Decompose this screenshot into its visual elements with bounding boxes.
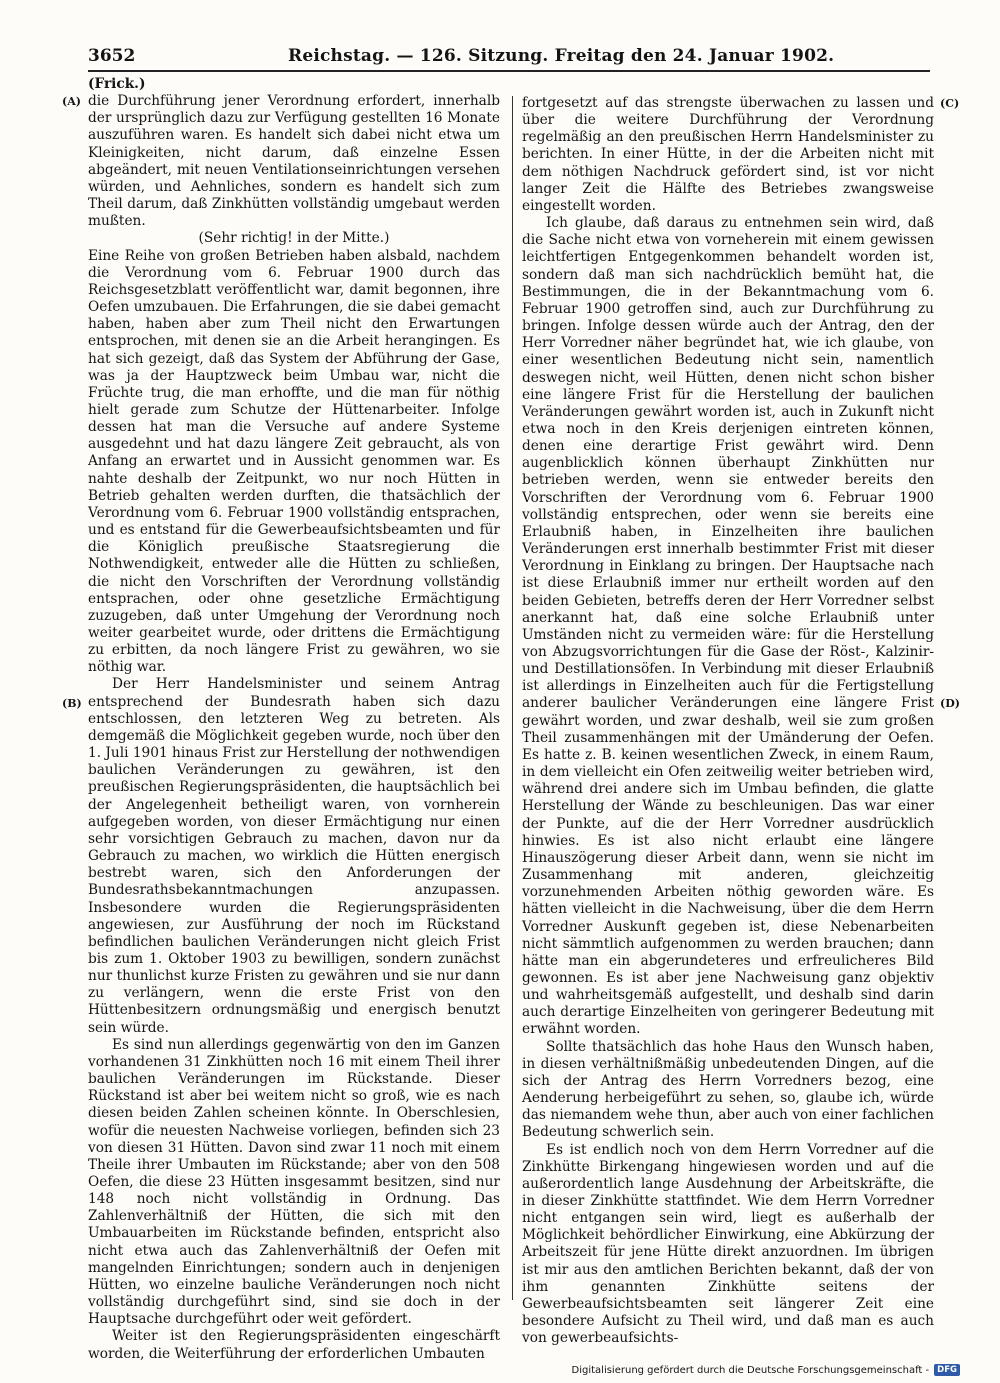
speaker-name: (Frick.): [88, 76, 146, 92]
paragraph: Es sind nun allerdings gegenwärtig von den im Ganzen vorhandenen 31 Zinkhütten noch 16 mit einem Theil ihrer baulichen Veränderungen im Rückstande. Dieser Rückstand ist aber bei weitem nicht so groß, wie es nach diesen beiden Zahlen scheinen könnte. In Oberschlesien, wofür die neuesten Nachweise vorliegen, befinden sich 23 von diesen 31 Hütten. Davon sind zwar 11 noch mit einem Theile ihrer Umbauten im Rückstande; aber von den 508 Oefen, die diese 23 Hütten insgesammt besitzen, sind nur 148 noch nicht vollständig in Ordnung. Das Zahlenverhältniß der Hütten, die sich mit den Umbauarbeiten im Rückstande befinden, entspricht also nicht etwa auch das Zahlenverhältniß der Oefen mit mangelnden Einrichtungen; sondern auch in denjenigen Hütten, wo einzelne bauliche Veränderungen noch nicht vollständig durchgeführt sind, sind sie doch in der Hauptsache durchgeführt oder weit gefördert.: [88, 1036, 500, 1328]
margin-mark-a: (A): [62, 95, 81, 108]
header-rule: [88, 70, 930, 72]
paragraph: Ich glaube, daß daraus zu entnehmen sein wird, daß die Sache nicht etwa von vorneherein mit einem gewissen leichtfertigen Entgegenkommen behandelt worden ist, sondern daß man sich nachdrücklich bemüht hat, die Bestimmungen, die in der Bekanntmachung vom 6. Februar 1900 getroffen sind, auch zur Durchführung zu bringen. Infolge dessen würde auch der Antrag, den der Herr Vorredner näher begründet hat, wie ich glaube, von einer wesentlichen Bedeutung nicht sein, namentlich deswegen nicht, weil Hütten, denen nicht schon bisher eine längere Frist für die Herstellung der baulichen Veränderungen gewährt worden ist, auch in Zukunft nicht etwa noch in den Kreis derjenigen eintreten können, denen eine derartige Frist gewährt wird. Denn augenblicklich können überhaupt Zinkhütten nur betrieben werden, wenn sie entweder bereits den Vorschriften der Verordnung vom 6. Februar 1900 vollständig entsprechen, oder wenn sie bereits eine Erlaubniß haben, in Einzelheiten ihre baulichen Veränderungen erst innerhalb bestimmter Frist mit dieser Verordnung in Einklang zu bringen. Der Hauptsache nach ist diese Erlaubniß immer nur ertheilt worden auf den beiden Gebieten, betreffs deren der Herr Vorredner selbst anerkannt hat, daß eine solche Erlaubniß unter Umständen nicht zu vermeiden wäre: für die Herstellung von Abzugsvorrichtungen für die Gase der Röst-, Kalzinir- und Destillationsöfen. In Verbindung mit dieser Erlaubniß ist allerdings in Einzelheiten auch für die Fertigstellung anderer baulicher Veränderungen eine längere Frist gewährt worden, und zwar deshalb, weil sie zum großen Theil zusammenhängen mit der Umänderung der Oefen. Es hatte z. B. keinen wesentlichen Zweck, in einem Raum, in dem vielleicht ein Ofen zeitweilig weiter betrieben wird, während drei andere sich im Umbau befinden, die glatte Herstellung der Wände zu beschleunigen. Das war einer der Punkte, auf die der Herr Vorredner ausdrücklich hinwies. Es ist also nicht erlaubt eine längere Hinauszögerung dieser Arbeit dann, wenn sie nicht im Zusammenhang mit anderen, gleichzeitig vorzunehmenden Arbeiten nöthig geworden wäre. Es hätten vielleicht in die Nachweisung, über die dem Herrn Vorredner Auskunft gegeben ist, diese Nebenarbeiten nicht sämmtlich aufgenommen zu werden brauchen; dann hätte man ein abgerundeteres und erfreulicheres Bild gewonnen. Es ist aber jene Nachweisung ganz objektiv und wahrheitsgemäß aufgestellt, und deshalb sind darin auch derartige Einzelheiten von geringerer Bedeutung mit erwähnt worden.: [522, 215, 934, 1038]
interjection: (Sehr richtig! in der Mitte.): [198, 230, 390, 247]
running-title: Reichstag. — 126. Sitzung. Freitag den 24. Januar 1902.: [288, 46, 835, 66]
margin-mark-b: (B): [62, 697, 82, 710]
right-column: [522, 95, 934, 1347]
page-number: 3652: [88, 46, 136, 66]
paragraph: Sollte thatsächlich das hohe Haus den Wunsch haben, in diesen verhältnißmäßig unbedeutenden Dingen, auf die sich der Antrag des Herrn Vorredners bezog, eine Aenderung herbeigeführt zu sehen, so, glaube ich, würde das niemandem wehe thun, aber auch von einer fachlichen Bedeutung schwerlich sein.: [522, 1038, 934, 1141]
digitization-footer: [572, 1364, 960, 1376]
margin-mark-c: (C): [940, 97, 960, 110]
paragraph: die Durchführung jener Verordnung erfordert, innerhalb der ursprünglich dazu zur Verfügung gestellten 16 Monate auszuführen waren. Es handelt sich dabei nicht etwa um Kleinigkeiten, nicht darum, daß einzelne Essen abgeändert, mit neuen Ventilationseinrichtungen versehen würden, und Aehnliches, sondern es handelt sich zum Theil darum, daß Zinkhütten vollständig umgebaut werden mußten.: [88, 93, 500, 230]
paragraph: Weiter ist den Regierungspräsidenten eingeschärft worden, die Weiterführung der erforderlichen Umbauten: [88, 1328, 500, 1362]
paragraph: Eine Reihe von großen Betrieben haben alsbald, nachdem die Verordnung vom 6. Februar 1900 durch das Reichsgesetzblatt veröffentlicht war, damit begonnen, ihre Oefen umzubauen. Die Erfahrungen, die sie dabei gemacht haben, haben aber zum Theil nicht den Erwartungen entsprochen, mit denen sie an die Arbeit herangingen. Es hat sich gezeigt, daß das System der Abführung der Gase, was ja der Hauptzweck beim Umbau war, nicht die Früchte trug, die man erhoffte, und die man für nöthig hielt gerade zum Schutze der Hüttenarbeiter. Infolge dessen hat man die Versuche auf andere Systeme ausgedehnt und hat dazu längere Zeit gebraucht, als von Anfang an erwartet und in Aussicht genommen war. Es nahte deshalb der Zeitpunkt, wo nur noch Hütten in Betrieb gehalten werden durften, die thatsächlich der Verordnung vom 6. Februar 1900 vollständig entsprachen, und es entstand für die Gewerbeaufsichtsbeamten und für die Königlich preußische Staatsregierung die Nothwendigkeit, entweder alle die Hütten zu schließen, die nicht den Vorschriften der Verordnung vollständig entsprachen, oder ohne gesetzliche Ermächtigung zuzugeben, daß unter Umgehung der Verordnung noch weiter gearbeitet wurde, oder drittens die Ermächtigung zu erbitten, da noch längere Frist zu gewähren, wo sie nöthig war.: [88, 247, 500, 676]
paragraph: Der Herr Handelsminister und seinem Antrag entsprechend der Bundesrath haben sich dazu entschlossen, den letzteren Weg zu betreten. Als demgemäß die Möglichkeit gegeben wurde, noch über den 1. Juli 1901 hinaus Frist zur Herstellung der nothwendigen baulichen Veränderungen zu gewähren, ist den preußischen Regierungspräsidenten, die hauptsächlich bei der Angelegenheit betheiligt waren, von vornherein aufgegeben worden, von dieser Ermächtigung nur einen sehr vorsichtigen Gebrauch zu machen, davon nur da Gebrauch zu machen, wo wirklich die Hütten energisch bestrebt waren, sich den Anforderungen der Bundesrathsbekanntmachungen anzupassen. Insbesondere wurden die Regierungspräsidenten angewiesen, zur Ausführung der noch im Rückstand befindlichen baulichen Veränderungen nicht gleich Frist bis zum 1. Oktober 1903 zu bewilligen, sondern zunächst nur thunlichst kurze Fristen zu gewähren und sie nur dann zu verlängern, wenn die erste Frist von den Hüttenbesitzern ordnungsmäßig und energisch benutzt sein würde.: [88, 676, 500, 1036]
margin-mark-d: (D): [940, 697, 960, 710]
column-divider: [512, 96, 513, 1300]
dfg-logo: DFG: [934, 1364, 960, 1376]
footer-text: Digitalisierung gefördert durch die Deutsche Forschungsgemeinschaft -: [571, 1364, 930, 1376]
page-header: [88, 46, 928, 68]
paragraph: Es ist endlich noch von dem Herrn Vorredner auf die Zinkhütte Birkengang hingewiesen worden und auf die außerordentlich lange Ausdehnung der Arbeitskräfte, die in dieser Zinkhütte stattfindet. Wie dem Herrn Vorredner nicht entgangen sein wird, liegt es außerhalb der Möglichkeit behördlicher Einwirkung, eine Abkürzung der Arbeitszeit für jene Hütte direkt anzuordnen. Im übrigen ist mir aus den amtlichen Berichten bekannt, daß der von ihm genannten Zinkhütte seitens der Gewerbeaufsichtsbeamten seit längerer Zeit eine besondere Aufsicht zu Theil wird, und daß man es auch von gewerbeaufsichts-: [522, 1141, 934, 1347]
paragraph: fortgesetzt auf das strengste überwachen zu lassen und über die weitere Durchführung der Verordnung regelmäßig an den preußischen Herrn Handelsminister zu berichten. In einer Hütte, in der die Arbeiten nicht mit dem nöthigen Nachdruck gefördert sind, ist vor nicht langer Zeit die Hälfte des Betriebes zwangsweise eingestellt worden.: [522, 95, 934, 214]
left-column: [88, 76, 500, 1363]
